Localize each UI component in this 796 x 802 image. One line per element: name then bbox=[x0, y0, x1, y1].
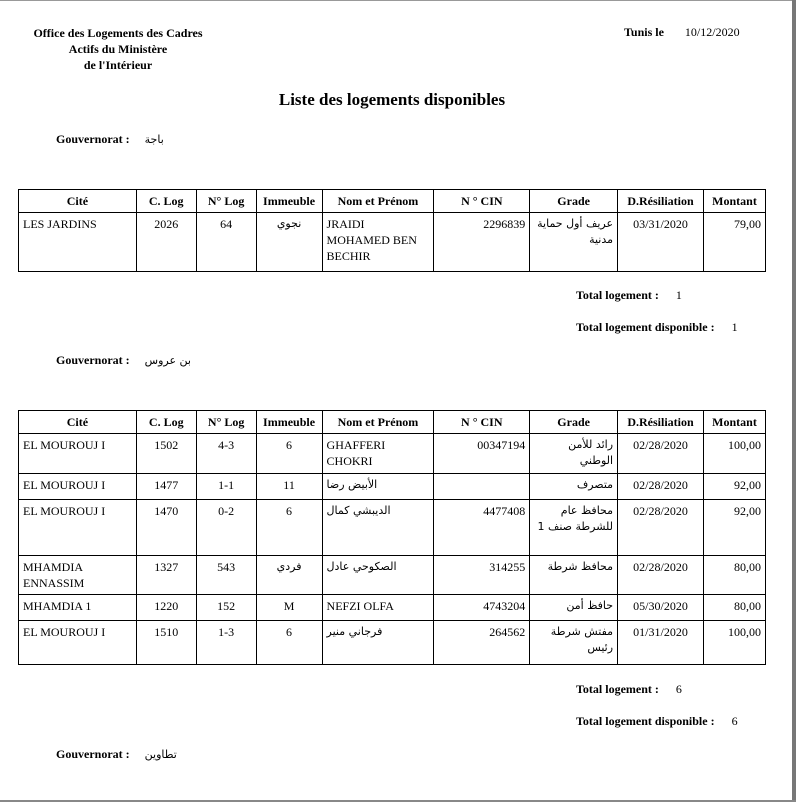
total-logement-label: Total logement : bbox=[576, 288, 659, 302]
cell-clog: 1470 bbox=[136, 500, 196, 556]
cell-nlog: 1-3 bbox=[196, 621, 256, 665]
cell-nom: GHAFFERI CHOKRI bbox=[322, 434, 434, 474]
col-date: D.Résiliation bbox=[618, 190, 704, 213]
org-line-2: Actifs du Ministère bbox=[68, 42, 168, 56]
cell-immeuble: 11 bbox=[256, 474, 322, 500]
cell-nlog: 152 bbox=[196, 595, 256, 621]
cell-cite: EL MOUROUJ I bbox=[19, 474, 137, 500]
total-logement bbox=[576, 288, 682, 303]
cell-nom: JRAIDI MOHAMED BEN BECHIR bbox=[322, 213, 434, 272]
col-date: D.Résiliation bbox=[618, 411, 704, 434]
cell-immeuble: نجوي bbox=[256, 213, 322, 272]
cell-cin: 264562 bbox=[434, 621, 530, 665]
col-nom: Nom et Prénom bbox=[322, 190, 434, 213]
col-immeuble: Immeuble bbox=[256, 411, 322, 434]
table-row bbox=[19, 595, 766, 621]
organization-name bbox=[18, 25, 218, 73]
page-border-right bbox=[792, 0, 796, 802]
cell-clog: 1510 bbox=[136, 621, 196, 665]
col-nlog: N° Log bbox=[196, 411, 256, 434]
gouvernorat-header bbox=[56, 353, 191, 368]
col-nom: Nom et Prénom bbox=[322, 411, 434, 434]
gouvernorat-value: تطاوين bbox=[144, 748, 177, 761]
total-logement-label: Total logement : bbox=[576, 682, 659, 696]
table-row bbox=[19, 500, 766, 556]
col-nlog: N° Log bbox=[196, 190, 256, 213]
table-header-row bbox=[19, 190, 766, 213]
col-montant: Montant bbox=[703, 411, 765, 434]
cell-clog: 1502 bbox=[136, 434, 196, 474]
cell-grade: محافظ عام للشرطة صنف 1 bbox=[530, 500, 618, 556]
col-cite: Cité bbox=[19, 190, 137, 213]
cell-cin: 4477408 bbox=[434, 500, 530, 556]
gouvernorat-label: Gouvernorat : bbox=[56, 353, 130, 367]
cell-cite: EL MOUROUJ I bbox=[19, 434, 137, 474]
cell-immeuble: 6 bbox=[256, 434, 322, 474]
cell-grade: حافظ أمن bbox=[530, 595, 618, 621]
total-disponible-label: Total logement disponible : bbox=[576, 714, 715, 728]
cell-grade: رائد للأمن الوطني bbox=[530, 434, 618, 474]
cell-montant: 92,00 bbox=[703, 474, 765, 500]
cell-nom: NEFZI OLFA bbox=[322, 595, 434, 621]
col-montant: Montant bbox=[703, 190, 765, 213]
gouvernorat-header bbox=[56, 747, 177, 762]
cell-montant: 79,00 bbox=[703, 213, 765, 272]
housing-table bbox=[18, 189, 766, 272]
cell-cite: EL MOUROUJ I bbox=[19, 500, 137, 556]
cell-immeuble: M bbox=[256, 595, 322, 621]
cell-clog: 1477 bbox=[136, 474, 196, 500]
col-grade: Grade bbox=[530, 190, 618, 213]
table-row bbox=[19, 474, 766, 500]
gouvernorat-header bbox=[56, 132, 164, 147]
cell-grade: متصرف bbox=[530, 474, 618, 500]
org-line-1: Office des Logements des Cadres bbox=[33, 26, 203, 40]
col-grade: Grade bbox=[530, 411, 618, 434]
cell-cite: EL MOUROUJ I bbox=[19, 621, 137, 665]
total-disponible bbox=[576, 714, 738, 729]
col-clog: C. Log bbox=[136, 190, 196, 213]
cell-nom: الديبشي كمال bbox=[322, 500, 434, 556]
col-cite: Cité bbox=[19, 411, 137, 434]
total-disponible-label: Total logement disponible : bbox=[576, 320, 715, 334]
cell-grade: مفتش شرطة رئيس bbox=[530, 621, 618, 665]
cell-clog: 1327 bbox=[136, 556, 196, 595]
report-date: 10/12/2020 bbox=[684, 25, 740, 39]
total-disponible bbox=[576, 320, 738, 335]
cell-clog: 1220 bbox=[136, 595, 196, 621]
table-header-row bbox=[19, 411, 766, 434]
cell-nom: فرجاني منير bbox=[322, 621, 434, 665]
cell-grade: محافظ شرطة bbox=[530, 556, 618, 595]
table-row bbox=[19, 213, 766, 272]
cell-date: 02/28/2020 bbox=[618, 434, 704, 474]
total-disponible-value: 1 bbox=[731, 320, 738, 334]
col-clog: C. Log bbox=[136, 411, 196, 434]
cell-clog: 2026 bbox=[136, 213, 196, 272]
cell-grade: عريف أول حماية مدنية bbox=[530, 213, 618, 272]
total-disponible-value: 6 bbox=[731, 714, 738, 728]
cell-date: 02/28/2020 bbox=[618, 556, 704, 595]
cell-cin: 4743204 bbox=[434, 595, 530, 621]
cell-immeuble: 6 bbox=[256, 500, 322, 556]
cell-montant: 100,00 bbox=[703, 434, 765, 474]
housing-table bbox=[18, 410, 766, 665]
table-row bbox=[19, 556, 766, 595]
cell-cin: 00347194 bbox=[434, 434, 530, 474]
cell-cin bbox=[434, 474, 530, 500]
city-label: Tunis le bbox=[624, 25, 664, 39]
cell-montant: 80,00 bbox=[703, 595, 765, 621]
gouvernorat-value: بن عروس bbox=[144, 354, 191, 367]
gouvernorat-label: Gouvernorat : bbox=[56, 132, 130, 146]
cell-date: 02/28/2020 bbox=[618, 474, 704, 500]
table-row bbox=[19, 621, 766, 665]
col-immeuble: Immeuble bbox=[256, 190, 322, 213]
total-logement-value: 1 bbox=[675, 288, 682, 302]
cell-immeuble: 6 bbox=[256, 621, 322, 665]
total-logement bbox=[576, 682, 682, 697]
cell-nlog: 64 bbox=[196, 213, 256, 272]
col-cin: N ° CIN bbox=[434, 190, 530, 213]
cell-date: 05/30/2020 bbox=[618, 595, 704, 621]
total-logement-value: 6 bbox=[675, 682, 682, 696]
gouvernorat-value: باجة bbox=[144, 133, 164, 146]
page-title: Liste des logements disponibles bbox=[278, 90, 506, 109]
col-cin: N ° CIN bbox=[434, 411, 530, 434]
cell-nom: الأبيض رضا bbox=[322, 474, 434, 500]
cell-montant: 100,00 bbox=[703, 621, 765, 665]
cell-cite: LES JARDINS bbox=[19, 213, 137, 272]
cell-immeuble: فردي bbox=[256, 556, 322, 595]
cell-date: 02/28/2020 bbox=[618, 500, 704, 556]
cell-nom: الصكوحي عادل bbox=[322, 556, 434, 595]
org-line-3: de l'Intérieur bbox=[83, 58, 153, 72]
cell-date: 03/31/2020 bbox=[618, 213, 704, 272]
cell-date: 01/31/2020 bbox=[618, 621, 704, 665]
cell-cin: 2296839 bbox=[434, 213, 530, 272]
cell-cin: 314255 bbox=[434, 556, 530, 595]
cell-nlog: 543 bbox=[196, 556, 256, 595]
city-date bbox=[624, 25, 740, 40]
cell-montant: 80,00 bbox=[703, 556, 765, 595]
table-row bbox=[19, 434, 766, 474]
cell-cite: MHAMDIA ENNASSIM bbox=[19, 556, 137, 595]
page-border-top bbox=[0, 0, 796, 1]
cell-montant: 92,00 bbox=[703, 500, 765, 556]
cell-nlog: 1-1 bbox=[196, 474, 256, 500]
gouvernorat-label: Gouvernorat : bbox=[56, 747, 130, 761]
cell-nlog: 0-2 bbox=[196, 500, 256, 556]
cell-cite: MHAMDIA 1 bbox=[19, 595, 137, 621]
cell-nlog: 4-3 bbox=[196, 434, 256, 474]
